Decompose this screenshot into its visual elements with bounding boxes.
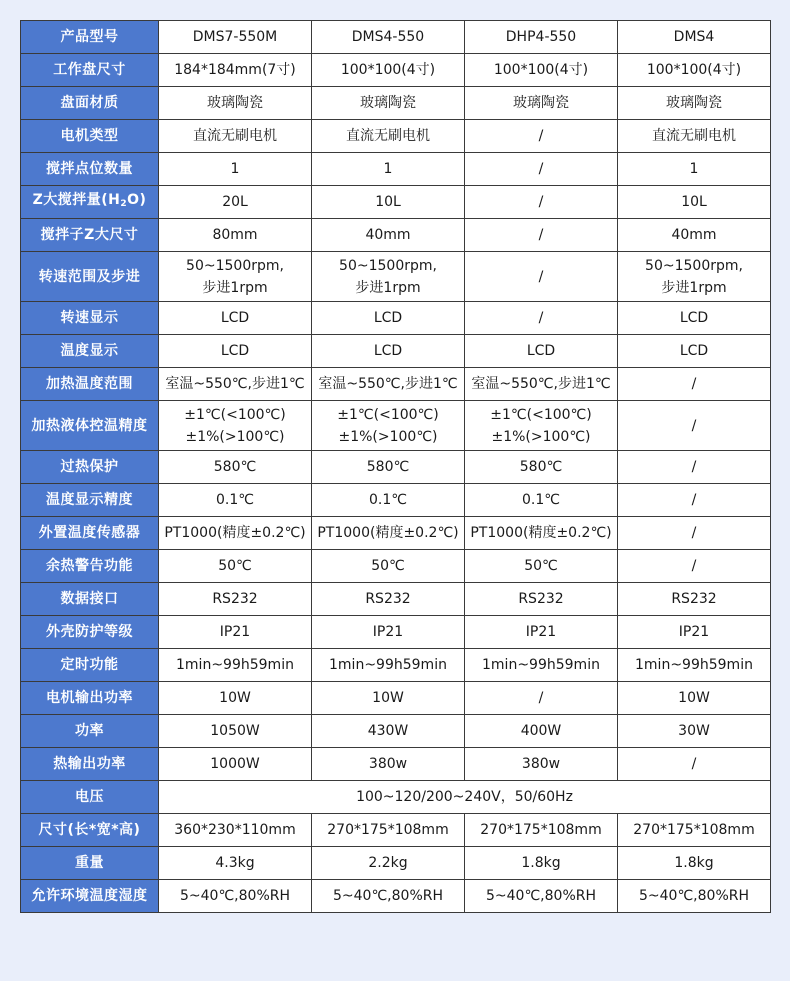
- table-cell: 玻璃陶瓷: [159, 87, 312, 120]
- table-cell: 0.1℃: [312, 484, 465, 517]
- table-cell: 100*100(4寸): [618, 54, 771, 87]
- table-cell: /: [465, 153, 618, 186]
- model-header: DMS4: [618, 21, 771, 54]
- spec-sheet: [20, 20, 770, 913]
- row-label: [21, 186, 159, 219]
- table-cell: 10L: [618, 186, 771, 219]
- table-row: [21, 649, 771, 682]
- row-label-part: Z大搅拌量(H: [32, 192, 121, 208]
- table-header-row: [21, 21, 771, 54]
- table-cell: RS232: [159, 583, 312, 616]
- table-cell: [159, 401, 312, 451]
- spec-table: [20, 20, 771, 913]
- table-cell: 50℃: [312, 550, 465, 583]
- table-cell: 玻璃陶瓷: [465, 87, 618, 120]
- table-cell: LCD: [618, 335, 771, 368]
- cell-line: ±1℃(<100℃): [337, 406, 439, 423]
- table-cell: 100*100(4寸): [465, 54, 618, 87]
- row-label: 余热警告功能: [21, 550, 159, 583]
- table-cell: /: [465, 252, 618, 302]
- table-cell: 1.8kg: [465, 847, 618, 880]
- table-cell: 10W: [618, 682, 771, 715]
- row-label: 电机类型: [21, 120, 159, 153]
- row-label-subscript: 2: [120, 199, 128, 209]
- table-cell: 1min~99h59min: [618, 649, 771, 682]
- table-cell: LCD: [159, 302, 312, 335]
- table-cell: 430W: [312, 715, 465, 748]
- table-cell: 1min~99h59min: [465, 649, 618, 682]
- row-label: 温度显示: [21, 335, 159, 368]
- table-cell: 1min~99h59min: [312, 649, 465, 682]
- table-cell: IP21: [465, 616, 618, 649]
- table-row: [21, 252, 771, 302]
- table-cell: 40mm: [312, 219, 465, 252]
- table-cell: 50℃: [465, 550, 618, 583]
- column-header-label: 产品型号: [21, 21, 159, 54]
- table-cell: 玻璃陶瓷: [312, 87, 465, 120]
- cell-line: ±1%(>100℃): [338, 428, 438, 445]
- table-cell: 360*230*110mm: [159, 814, 312, 847]
- table-cell: 1min~99h59min: [159, 649, 312, 682]
- table-cell: /: [618, 748, 771, 781]
- table-cell: 5~40℃,80%RH: [159, 880, 312, 913]
- table-row: [21, 368, 771, 401]
- table-cell: 30W: [618, 715, 771, 748]
- table-cell: /: [618, 401, 771, 451]
- row-label: 加热温度范围: [21, 368, 159, 401]
- table-row: [21, 120, 771, 153]
- table-row: [21, 186, 771, 219]
- row-label: 搅拌子Z大尺寸: [21, 219, 159, 252]
- table-cell: 10L: [312, 186, 465, 219]
- table-cell: /: [618, 550, 771, 583]
- table-cell: 1: [159, 153, 312, 186]
- table-row: [21, 87, 771, 120]
- table-row: [21, 583, 771, 616]
- table-row: [21, 401, 771, 451]
- table-cell: 40mm: [618, 219, 771, 252]
- table-cell: 0.1℃: [159, 484, 312, 517]
- table-cell: /: [465, 186, 618, 219]
- cell-line: ±1%(>100℃): [491, 428, 591, 445]
- table-row: [21, 302, 771, 335]
- row-label: 数据接口: [21, 583, 159, 616]
- table-cell: 玻璃陶瓷: [618, 87, 771, 120]
- table-cell: 80mm: [159, 219, 312, 252]
- cell-line: 步进1rpm: [355, 279, 421, 296]
- row-label: 工作盘尺寸: [21, 54, 159, 87]
- table-cell: 4.3kg: [159, 847, 312, 880]
- table-cell: 580℃: [312, 451, 465, 484]
- row-label: 热输出功率: [21, 748, 159, 781]
- table-cell: /: [465, 682, 618, 715]
- cell-line: 50~1500rpm,: [339, 257, 437, 274]
- cell-line: 步进1rpm: [661, 279, 727, 296]
- table-cell: RS232: [465, 583, 618, 616]
- table-cell: /: [618, 451, 771, 484]
- model-header: DMS4-550: [312, 21, 465, 54]
- row-label: 加热液体控温精度: [21, 401, 159, 451]
- row-label: 允许环境温度湿度: [21, 880, 159, 913]
- table-cell: LCD: [312, 335, 465, 368]
- table-cell: PT1000(精度±0.2℃): [312, 517, 465, 550]
- table-cell: 直流无刷电机: [618, 120, 771, 153]
- table-cell: 5~40℃,80%RH: [465, 880, 618, 913]
- table-cell: /: [618, 484, 771, 517]
- table-row: [21, 550, 771, 583]
- table-cell: RS232: [618, 583, 771, 616]
- table-row: [21, 616, 771, 649]
- table-cell: 1000W: [159, 748, 312, 781]
- table-cell: 室温~550℃,步进1℃: [159, 368, 312, 401]
- table-cell: 270*175*108mm: [312, 814, 465, 847]
- table-cell: 2.2kg: [312, 847, 465, 880]
- table-cell: [312, 252, 465, 302]
- model-header: DHP4-550: [465, 21, 618, 54]
- table-row: [21, 451, 771, 484]
- table-cell: [465, 401, 618, 451]
- table-cell: PT1000(精度±0.2℃): [159, 517, 312, 550]
- table-row: [21, 748, 771, 781]
- table-row: [21, 814, 771, 847]
- table-cell: 直流无刷电机: [159, 120, 312, 153]
- table-cell: RS232: [312, 583, 465, 616]
- table-cell: 380w: [465, 748, 618, 781]
- row-label: 功率: [21, 715, 159, 748]
- table-cell: [618, 252, 771, 302]
- table-cell: /: [465, 120, 618, 153]
- table-row: [21, 682, 771, 715]
- table-cell: /: [618, 517, 771, 550]
- table-cell: 室温~550℃,步进1℃: [312, 368, 465, 401]
- table-cell: LCD: [465, 335, 618, 368]
- table-cell: [159, 252, 312, 302]
- table-row: [21, 715, 771, 748]
- table-row: [21, 219, 771, 252]
- table-cell: LCD: [312, 302, 465, 335]
- model-header: DMS7-550M: [159, 21, 312, 54]
- cell-line: 步进1rpm: [202, 279, 268, 296]
- table-cell: IP21: [159, 616, 312, 649]
- table-cell: 380w: [312, 748, 465, 781]
- table-cell: /: [465, 302, 618, 335]
- cell-line: ±1%(>100℃): [185, 428, 285, 445]
- row-label: 电机输出功率: [21, 682, 159, 715]
- row-label: 重量: [21, 847, 159, 880]
- table-cell: 0.1℃: [465, 484, 618, 517]
- table-cell-merged: 100~120/200~240V，50/60Hz: [159, 781, 771, 814]
- table-cell: 100*100(4寸): [312, 54, 465, 87]
- table-cell: 1050W: [159, 715, 312, 748]
- row-label-part: O): [127, 192, 147, 208]
- table-row: [21, 335, 771, 368]
- table-row: [21, 880, 771, 913]
- table-cell: 5~40℃,80%RH: [618, 880, 771, 913]
- table-cell: 270*175*108mm: [618, 814, 771, 847]
- table-cell: 1: [312, 153, 465, 186]
- row-label: 盘面材质: [21, 87, 159, 120]
- table-cell: /: [618, 368, 771, 401]
- table-cell: 580℃: [159, 451, 312, 484]
- table-cell: 580℃: [465, 451, 618, 484]
- table-cell: 270*175*108mm: [465, 814, 618, 847]
- table-cell: IP21: [312, 616, 465, 649]
- row-label: 转速范围及步进: [21, 252, 159, 302]
- cell-line: 50~1500rpm,: [186, 257, 284, 274]
- table-row: [21, 484, 771, 517]
- row-label: 定时功能: [21, 649, 159, 682]
- table-cell: LCD: [159, 335, 312, 368]
- cell-line: ±1℃(<100℃): [490, 406, 592, 423]
- table-cell: LCD: [618, 302, 771, 335]
- row-label: 过热保护: [21, 451, 159, 484]
- row-label: 电压: [21, 781, 159, 814]
- row-label: 搅拌点位数量: [21, 153, 159, 186]
- table-row: [21, 517, 771, 550]
- table-cell: 50℃: [159, 550, 312, 583]
- table-cell: 10W: [312, 682, 465, 715]
- table-cell: 1.8kg: [618, 847, 771, 880]
- row-label: 外壳防护等级: [21, 616, 159, 649]
- cell-line: ±1℃(<100℃): [184, 406, 286, 423]
- table-cell: 20L: [159, 186, 312, 219]
- table-cell: 室温~550℃,步进1℃: [465, 368, 618, 401]
- table-cell: 1: [618, 153, 771, 186]
- table-row: [21, 54, 771, 87]
- table-cell: /: [465, 219, 618, 252]
- row-label: 温度显示精度: [21, 484, 159, 517]
- table-cell: 184*184mm(7寸): [159, 54, 312, 87]
- table-cell: 5~40℃,80%RH: [312, 880, 465, 913]
- table-cell: IP21: [618, 616, 771, 649]
- row-label: 尺寸(长*宽*高): [21, 814, 159, 847]
- cell-line: 50~1500rpm,: [645, 257, 743, 274]
- table-row: [21, 153, 771, 186]
- table-cell: 400W: [465, 715, 618, 748]
- table-cell: 10W: [159, 682, 312, 715]
- table-row: [21, 847, 771, 880]
- table-cell: PT1000(精度±0.2℃): [465, 517, 618, 550]
- table-cell: 直流无刷电机: [312, 120, 465, 153]
- table-cell: [312, 401, 465, 451]
- row-label: 外置温度传感器: [21, 517, 159, 550]
- row-label: 转速显示: [21, 302, 159, 335]
- table-row: [21, 781, 771, 814]
